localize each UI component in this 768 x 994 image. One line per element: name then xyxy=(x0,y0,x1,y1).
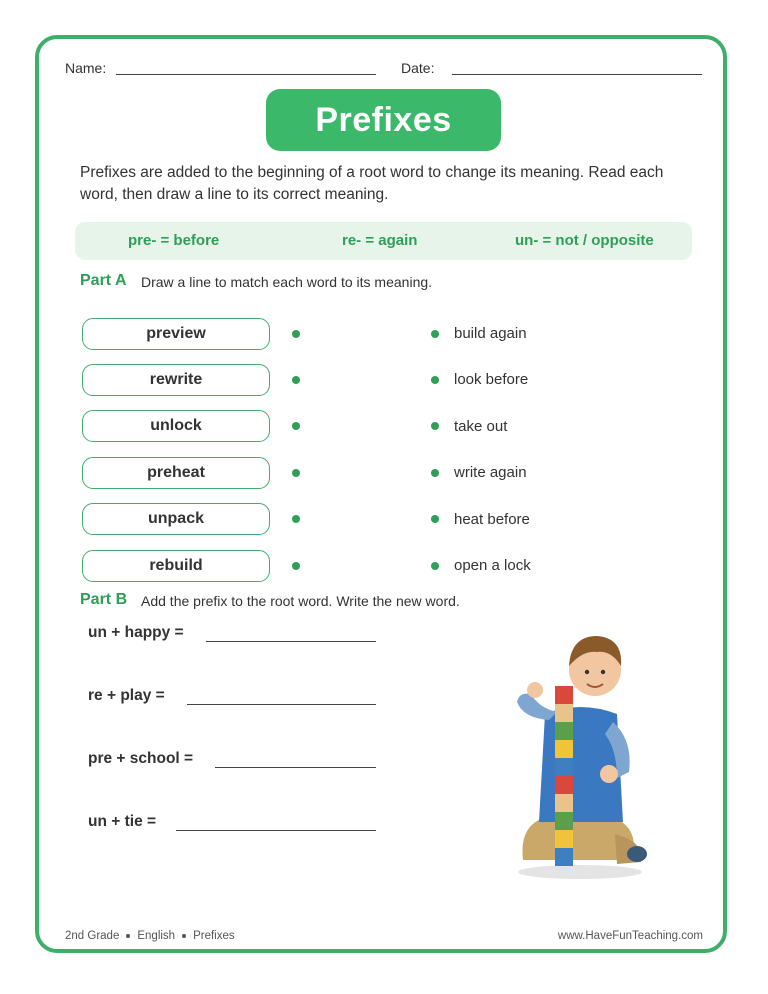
meaning-open-a-lock: open a lock xyxy=(454,557,531,574)
word-dot-3[interactable] xyxy=(292,422,300,430)
part-b-instruction: Add the prefix to the root word. Write the new word. xyxy=(141,593,460,609)
meaning-write-again: write again xyxy=(454,464,527,481)
meaning-dot-1[interactable] xyxy=(431,330,439,338)
part-a-label: Part A xyxy=(80,272,127,289)
prefix-key-bar xyxy=(75,222,692,260)
equation-un-tie: un + tie = xyxy=(88,813,157,830)
prefix-key-un: un- = not / opposite xyxy=(515,232,654,249)
footer-bullet-icon xyxy=(126,934,130,938)
meaning-dot-2[interactable] xyxy=(431,376,439,384)
meaning-dot-4[interactable] xyxy=(431,469,439,477)
footer-bullet-icon xyxy=(182,934,186,938)
word-box-unpack: unpack xyxy=(82,503,270,535)
meaning-dot-3[interactable] xyxy=(431,422,439,430)
name-label: Name: xyxy=(65,60,107,76)
prefix-key-pre: pre- = before xyxy=(128,232,220,249)
name-line[interactable] xyxy=(116,74,376,75)
part-a-instruction: Draw a line to match each word to its meaning. xyxy=(141,274,433,290)
meaning-take-out: take out xyxy=(454,418,508,435)
answer-line-3[interactable] xyxy=(215,767,376,768)
meaning-heat-before: heat before xyxy=(454,511,530,528)
equation-pre-school: pre + school = xyxy=(88,750,194,767)
intro-text: Prefixes are added to the beginning of a root word to change its meaning. Read each word, then draw a line to its correct meaning. xyxy=(80,164,664,203)
page-title: Prefixes xyxy=(266,89,501,151)
word-box-preheat: preheat xyxy=(82,457,270,489)
meaning-dot-5[interactable] xyxy=(431,515,439,523)
word-dot-1[interactable] xyxy=(292,330,300,338)
meaning-look-before: look before xyxy=(454,371,529,388)
answer-line-4[interactable] xyxy=(176,830,376,831)
meaning-build-again: build again xyxy=(454,325,527,342)
prefix-key-re: re- = again xyxy=(342,232,418,249)
equation-re-play: re + play = xyxy=(88,687,165,704)
equation-un-happy: un + happy = xyxy=(88,624,184,641)
word-box-rewrite: rewrite xyxy=(82,364,270,396)
word-dot-6[interactable] xyxy=(292,562,300,570)
word-dot-2[interactable] xyxy=(292,376,300,384)
date-label: Date: xyxy=(401,60,435,76)
word-dot-4[interactable] xyxy=(292,469,300,477)
boy-stacking-blocks-illustration xyxy=(505,622,655,884)
answer-line-1[interactable] xyxy=(206,641,376,642)
word-box-preview: preview xyxy=(82,318,270,350)
footer-breadcrumb xyxy=(65,930,235,942)
answer-line-2[interactable] xyxy=(187,704,376,705)
footer-website[interactable]: www.HaveFunTeaching.com xyxy=(557,930,703,942)
part-b-label: Part B xyxy=(80,591,128,608)
word-box-rebuild: rebuild xyxy=(82,550,270,582)
footer-grade: 2nd Grade xyxy=(65,930,120,942)
word-box-unlock: unlock xyxy=(82,410,270,442)
footer-topic: Prefixes xyxy=(193,930,235,942)
word-dot-5[interactable] xyxy=(292,515,300,523)
date-line[interactable] xyxy=(452,74,702,75)
footer-subject: English xyxy=(137,930,176,942)
meaning-dot-6[interactable] xyxy=(431,562,439,570)
